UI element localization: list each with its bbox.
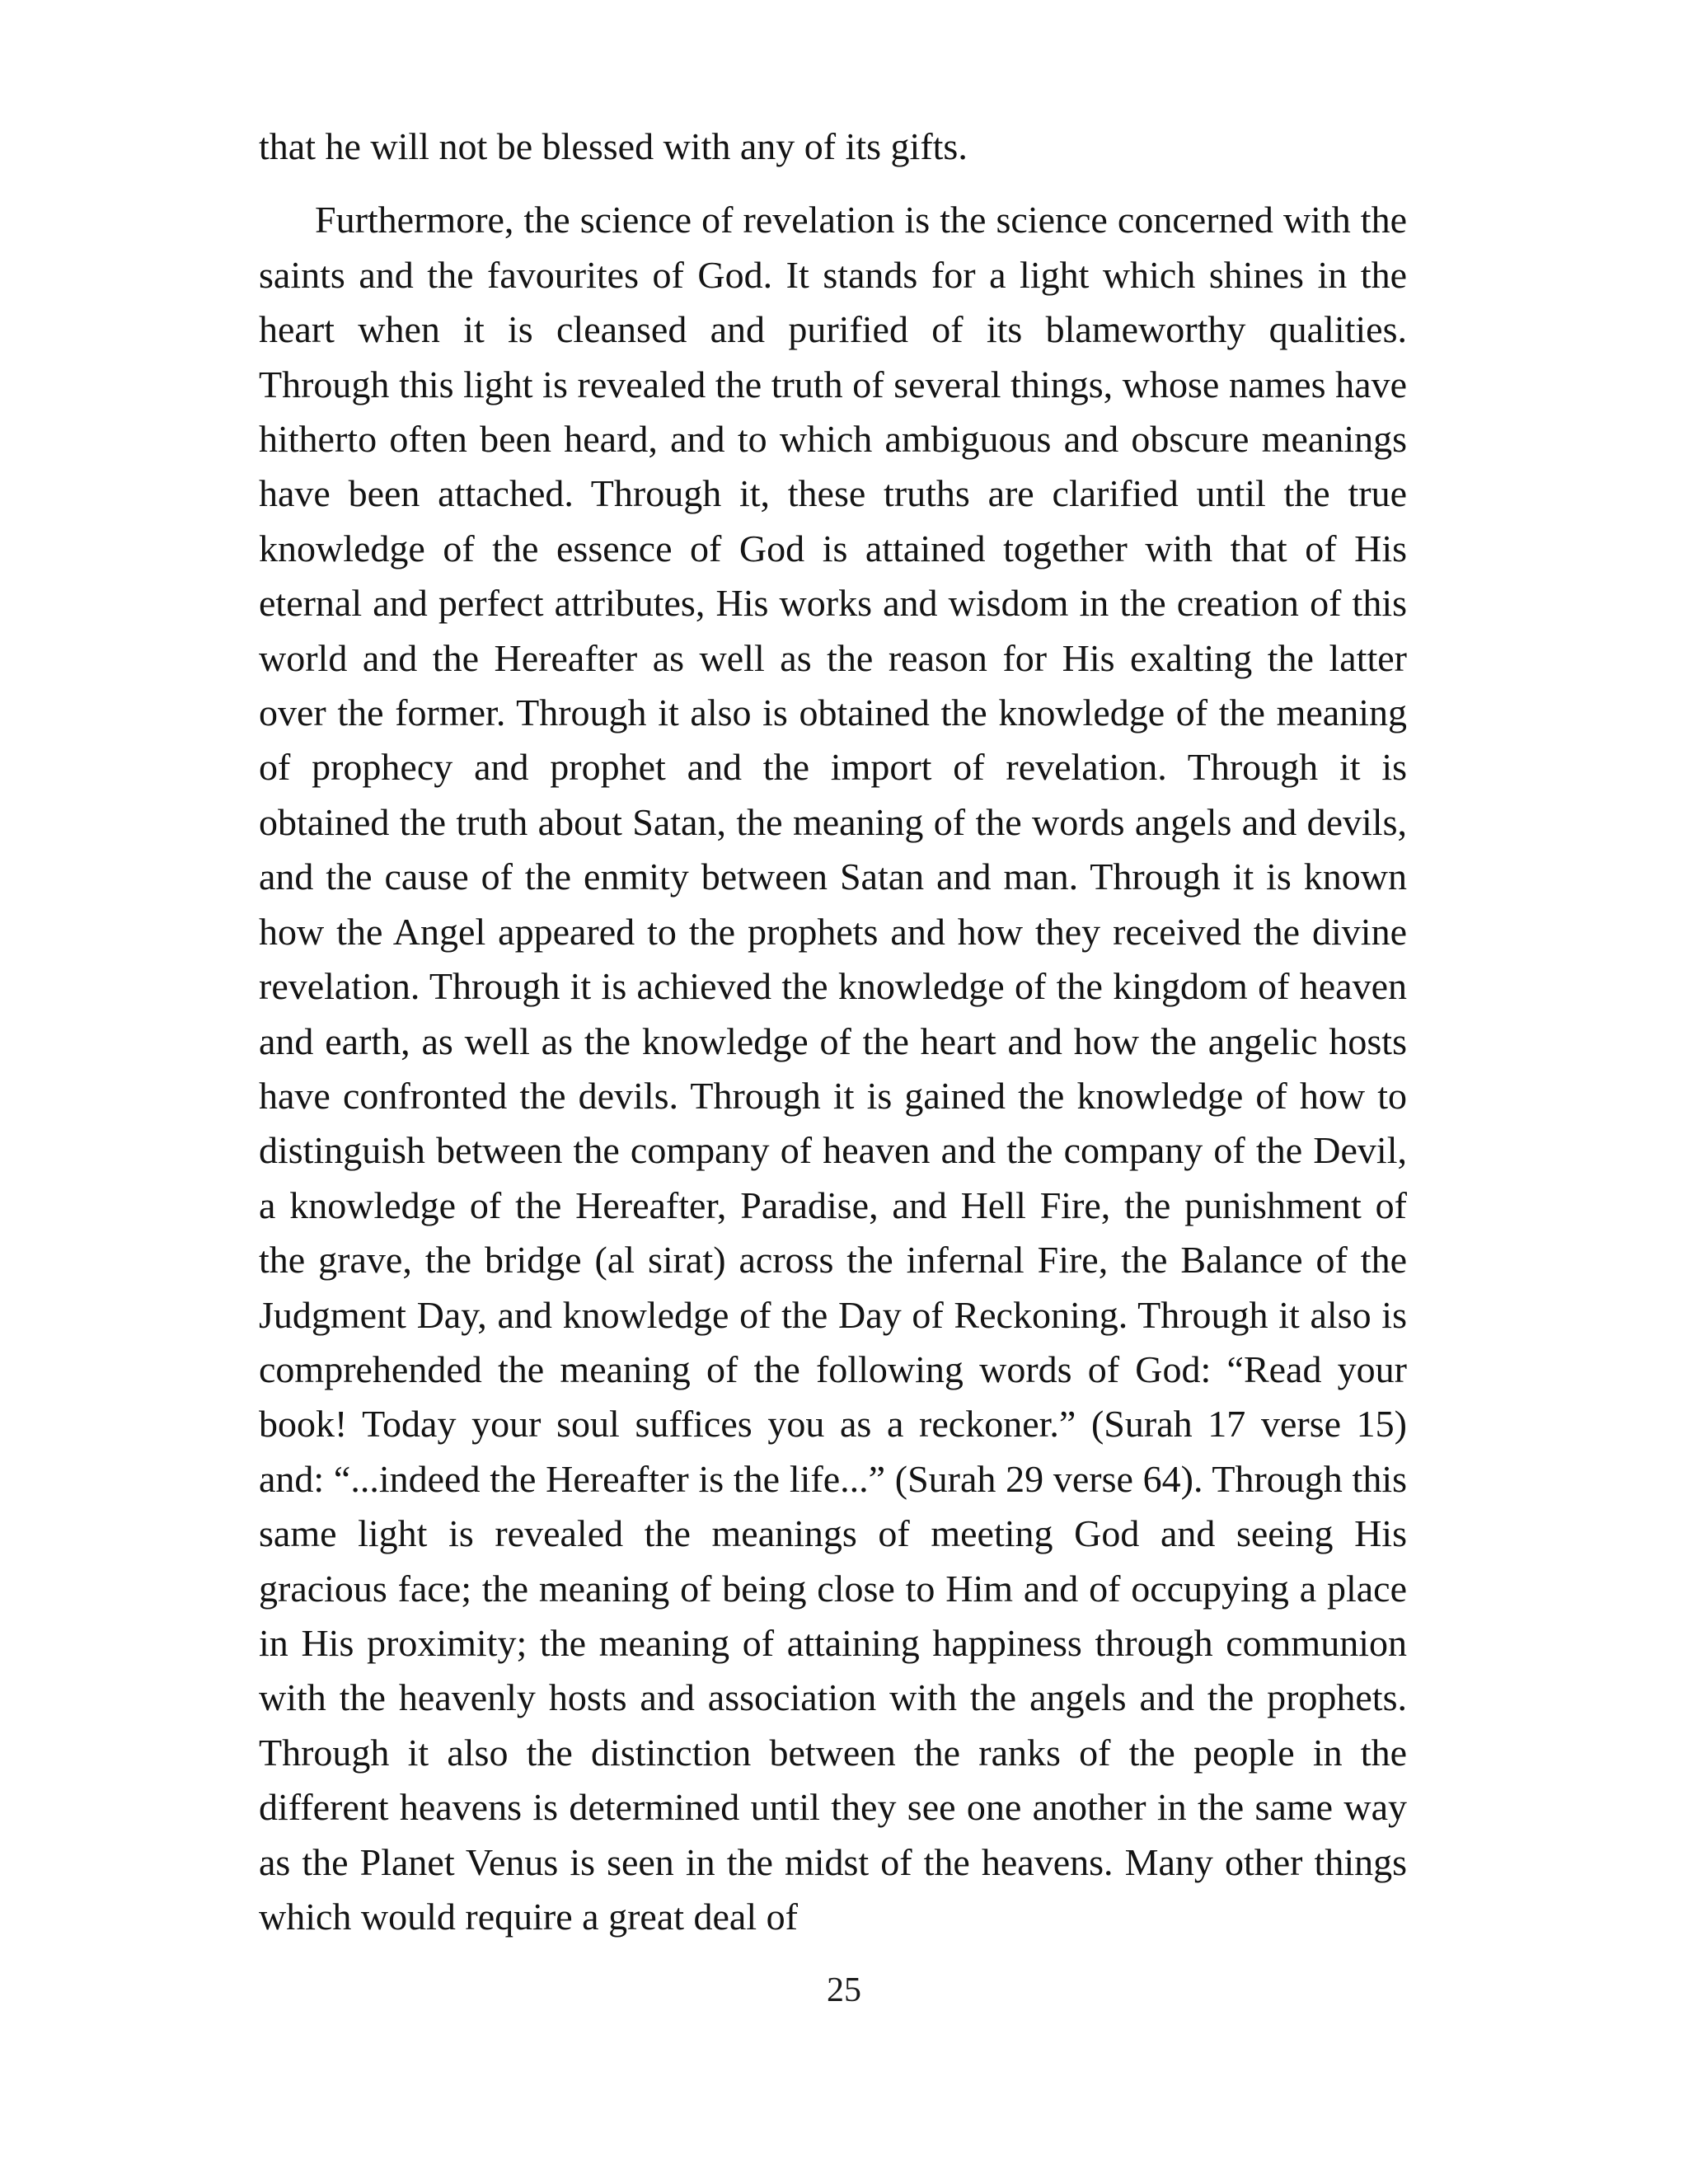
page-number: 25 [827, 1971, 861, 2009]
paragraph-continuation: that he will not be blessed with any of its gifts. [259, 125, 968, 167]
body-text [259, 120, 1407, 1944]
paragraph-science-of-revelation: Furthermore, the science of revelation is the science concerned with the saints and the favourites of God. It stands for a light which shines in the heart when it is cleansed and purified of its blameworthy qualities. Through this light is revealed the truth of several things, whose names have hitherto often been heard, and to which ambiguous and obscure meanings have been attached. Through it, these truths are clarified until the true knowledge of the essence of God is attained together with that of His eternal and perfect attributes, His works and wisdom in the creation of this world and the Hereafter as well as the reason for His exalting the latter over the former. Through it also is obtained the knowledge of the meaning of prophecy and prophet and the import of revelation. Through it is obtained the truth about Satan, the meaning of the words angels and devils, and the cause of the enmity between Satan and man. Through it is known how the Angel appeared to the prophets and how they received the divine revelation. Through it is achieved the knowledge of the kingdom of heaven and earth, as well as the knowledge of the heart and how the angelic hosts have confronted the devils. Through it is gained the knowledge of how to distinguish between the company of heaven and the company of the Devil, a knowledge of the Hereafter, Paradise, and Hell Fire, the punishment of the grave, the bridge (al sirat) across the infernal Fire, the Balance of the Judgment Day, and knowledge of the Day of Reckoning. Through it also is comprehended the meaning of the following words of God: “Read your book! Today your soul suffices you as a reckoner.” (Surah 17 verse 15) and: “...indeed the Hereafter is the life...” (Surah 29 verse 64). Through this same light is revealed the meanings of meeting God and seeing His gracious face; the meaning of being close to Him and of occupying a place in His proximity; the meaning of attaining happiness through communion with the heavenly hosts and association with the angels and the prophets. Through it also the distinction between the ranks of the people in the different heavens is determined until they see one another in the same way as the Planet Venus is seen in the midst of the heavens. Many other things which would require a great deal of [259, 199, 1407, 1938]
